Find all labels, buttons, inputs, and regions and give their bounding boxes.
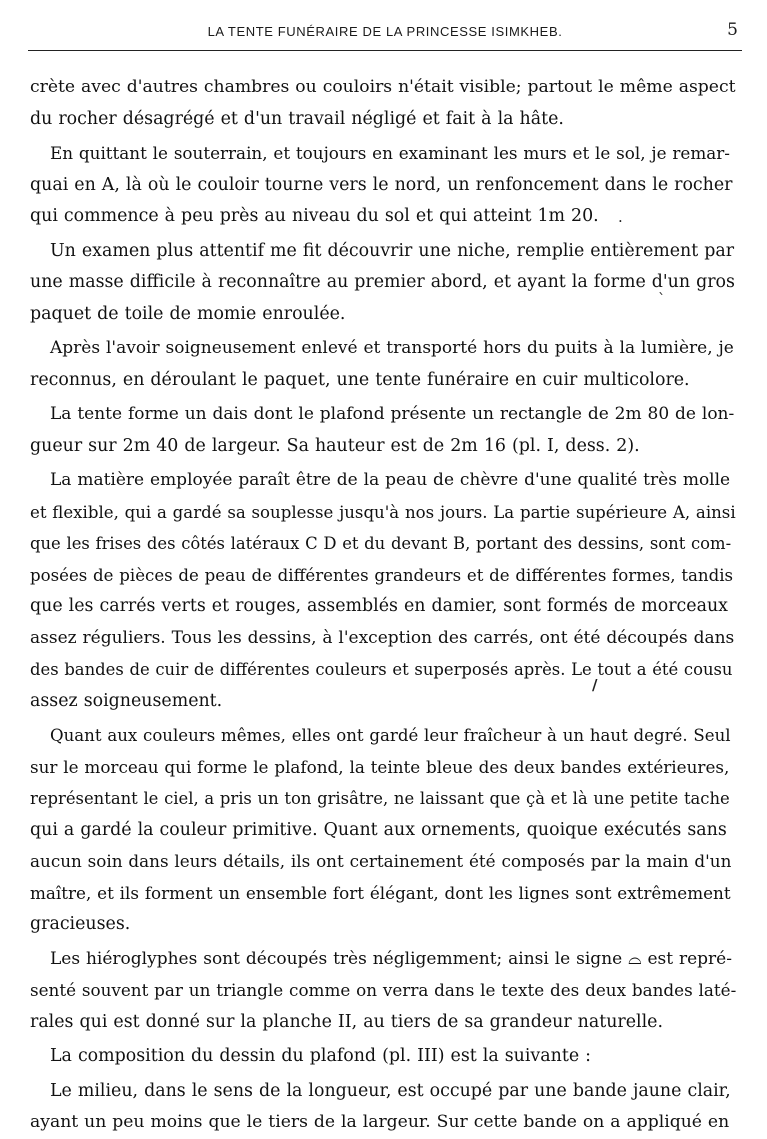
paragraph bbox=[30, 944, 736, 1039]
text-line: rales qui est donné sur la planche II, au tiers de sa grandeur naturelle. bbox=[30, 1011, 663, 1032]
paragraph bbox=[30, 720, 736, 941]
text-line: Quant aux couleurs mêmes, elles ont gardé leur fraîcheur à un haut degré. Seul bbox=[50, 726, 731, 745]
text-line: aucun soin dans leurs détails, ils ont certainement été composés par la main d'un bbox=[30, 851, 732, 871]
stray-dot-mark: . bbox=[618, 208, 623, 226]
running-head bbox=[28, 18, 742, 48]
text-line: maître, et ils forment un ensemble fort élégant, dont les lignes sont extrêmement bbox=[30, 882, 731, 903]
text-line: Après l'avoir soigneusement enlevé et transporté hors du puits à la lumière, je bbox=[50, 338, 734, 358]
text-line: des bandes de cuir de différentes couleurs et superposés après. Le tout a été cousu bbox=[30, 660, 733, 679]
running-title: LA TENTE FUNÉRAIRE DE LA PRINCESSE ISIMKHEB. bbox=[207, 24, 563, 39]
text-line: crète avec d'autres chambres ou couloirs n'était visible; partout le même aspect bbox=[30, 77, 736, 97]
text-line: paquet de toile de momie enroulée. bbox=[30, 303, 346, 324]
text-line: du rocher désagrégé et d'un travail négligé et fait à la hâte. bbox=[30, 108, 564, 129]
text-line: et flexible, qui a gardé sa souplesse jusqu'à nos jours. La partie supérieure A, ainsi bbox=[30, 502, 736, 522]
text-line: quai en A, là où le couloir tourne vers le nord, un renfoncement dans le rocher bbox=[30, 174, 733, 195]
text-line: Les hiéroglyphes sont découpés très négligemment; ainsi le signe ⌓ est repré- bbox=[50, 948, 732, 969]
text-line: senté souvent par un triangle comme on verra dans le texte des deux bandes laté- bbox=[30, 980, 737, 1000]
text-line: assez réguliers. Tous les dessins, à l'exception des carrés, ont été découpés dans bbox=[30, 627, 735, 648]
text-line: qui commence à peu près au niveau du sol et qui atteint 1m 20. bbox=[30, 206, 599, 226]
text-line: assez soigneusement. bbox=[30, 690, 223, 711]
text-line: que les carrés verts et rouges, assemblés en damier, sont formés de morceaux bbox=[30, 596, 728, 616]
text-line: La tente forme un dais dont le plafond présente un rectangle de 2m 80 de lon- bbox=[50, 404, 735, 424]
paragraph bbox=[30, 72, 736, 135]
text-line: En quittant le souterrain, et toujours en examinant les murs et le sol, je remar- bbox=[50, 143, 730, 163]
page-number: 5 bbox=[727, 20, 738, 40]
text-line: posées de pièces de peau de différentes grandeurs et de différentes formes, tandis bbox=[30, 565, 734, 585]
text-line: reconnus, en déroulant le paquet, une tente funéraire en cuir multicolore. bbox=[30, 369, 690, 390]
stray-slash-mark: / bbox=[592, 676, 598, 694]
header-rule bbox=[28, 50, 742, 51]
text-line: sur le morceau qui forme le plafond, la teinte bleue des deux bandes extérieures, bbox=[30, 756, 730, 777]
paragraph bbox=[30, 1041, 736, 1073]
text-line: représentant le ciel, a pris un ton grisâtre, ne laissant que çà et là une petite tache bbox=[30, 789, 730, 808]
text-line: La composition du dessin du plafond (pl. III) est la suivante : bbox=[50, 1046, 591, 1066]
body-text bbox=[30, 72, 736, 1139]
text-line: qui a gardé la couleur primitive. Quant aux ornements, quoique exécutés sans bbox=[30, 819, 727, 840]
paragraph bbox=[30, 333, 736, 396]
text-line: gueur sur 2m 40 de largeur. Sa hauteur est de 2m 16 (pl. I, dess. 2). bbox=[30, 435, 640, 456]
text-line: une masse difficile à reconnaître au premier abord, et ayant la forme d'un gros bbox=[30, 272, 735, 292]
paragraph bbox=[30, 399, 736, 462]
text-line: ayant un peu moins que le tiers de la largeur. Sur cette bande on a appliqué en bbox=[30, 1112, 730, 1132]
text-line: Le milieu, dans le sens de la longueur, est occupé par une bande jaune clair, bbox=[50, 1080, 731, 1101]
paragraph bbox=[30, 236, 736, 331]
text-line: que les frises des côtés latéraux C D et du devant B, portant des dessins, sont com- bbox=[30, 534, 732, 553]
text-line: Un examen plus attentif me fit découvrir une niche, remplie entièrement par bbox=[50, 240, 735, 261]
text-line: La matière employée paraît être de la peau de chèvre d'une qualité très molle bbox=[50, 470, 731, 490]
stray-tick-mark: ˋ bbox=[658, 290, 666, 308]
text-line: gracieuses. bbox=[30, 914, 131, 934]
paragraph bbox=[30, 138, 736, 233]
paragraph bbox=[30, 465, 736, 717]
paragraph bbox=[30, 1076, 736, 1139]
